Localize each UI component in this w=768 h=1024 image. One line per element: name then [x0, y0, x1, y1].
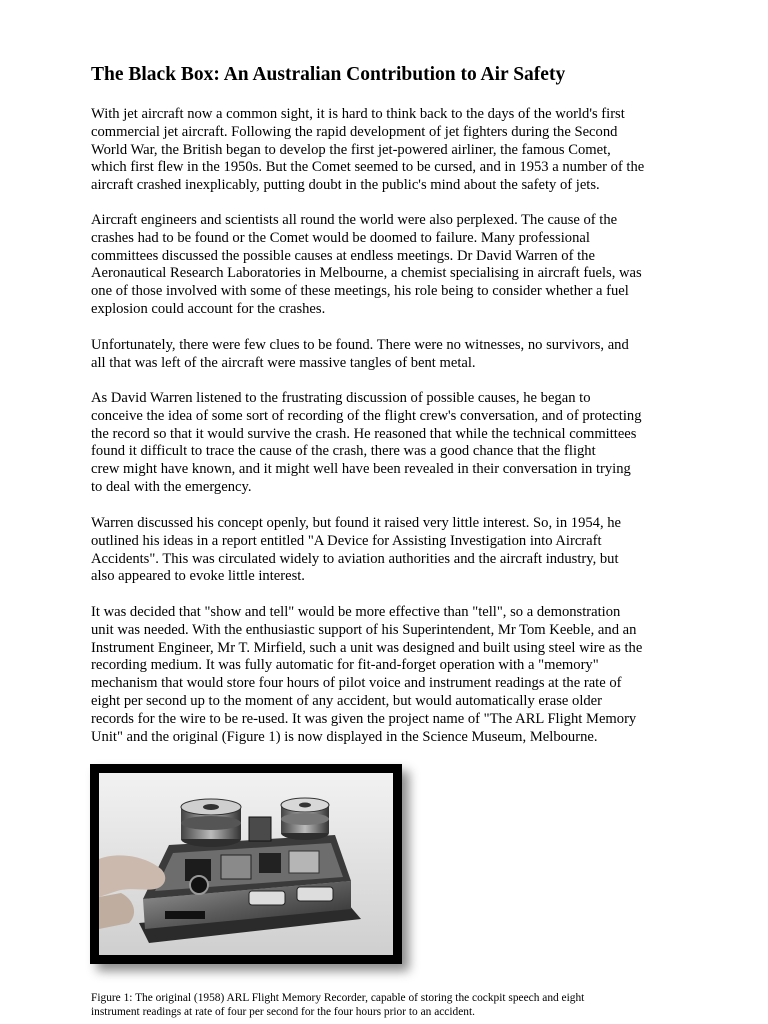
text-line: also appeared to evoke little interest.	[91, 568, 305, 585]
text-line: With jet aircraft now a common sight, it is hard to think back to the days of the world's first	[91, 106, 625, 122]
text-line: Warren discussed his concept openly, but found it raised very little interest. So, in 1954, he	[91, 515, 622, 531]
text-line: found it difficult to trace the cause of the crash, there was a good chance that the flight	[91, 443, 596, 460]
text-line: Unfortunately, there were few clues to be found. There were no witnesses, no survivors, and	[91, 337, 629, 353]
text-line: one of those involved with some of these meetings, his role being to consider whether a fuel	[91, 283, 629, 300]
text-line: committees discussed the possible causes at endless meetings. Dr David Warren of the	[91, 247, 595, 264]
text-line: Instrument Engineer, Mr T. Mirfield, such a unit was designed and built using steel wire as the	[91, 639, 643, 656]
text-line: As David Warren listened to the frustrating discussion of possible causes, he began to	[91, 390, 591, 406]
text-line: to deal with the emergency.	[91, 478, 252, 495]
text-line: Unit" and the original (Figure 1) is now displayed in the Science Museum, Melbourne.	[91, 728, 598, 745]
caption-line: Figure 1: The original (1958) ARL Flight Memory Recorder, capable of storing the cockpit speech and eight	[91, 992, 585, 1004]
paragraph-few-clues	[91, 337, 691, 373]
text-line: Aircraft engineers and scientists all round the world were also perplexed. The cause of the	[91, 212, 618, 228]
text-line: crashes had to be found or the Comet would be doomed to failure. Many professional	[91, 229, 590, 246]
text-line: all that was left of the aircraft were massive tangles of bent metal.	[91, 354, 476, 371]
paragraph-warren-idea	[91, 390, 691, 497]
text-line: crew might have known, and it might well have been revealed in their conversation in trying	[91, 461, 631, 478]
text-line: recording medium. It was fully automatic for fit-and-forget operation with a "memory"	[91, 657, 599, 674]
text-line: World War, the British began to develop the first jet-powered airliner, the famous Comet,	[91, 141, 611, 158]
document-title: The Black Box: An Australian Contribution to Air Safety	[91, 64, 566, 85]
text-line: Aeronautical Research Laboratories in Melbourne, a chemist specialising in aircraft fuels, was	[91, 265, 642, 282]
text-line: It was decided that "show and tell" would be more effective than "tell", so a demonstration	[91, 604, 621, 620]
text-line: mechanism that would store four hours of pilot voice and instrument readings at the rate of	[91, 675, 622, 692]
text-line: explosion could account for the crashes.	[91, 300, 326, 317]
text-line: commercial jet aircraft. Following the rapid development of jet fighters during the Second	[91, 123, 618, 140]
text-line: aircraft crashed inexplicably, putting doubt in the public's mind about the safety of jets.	[91, 177, 600, 194]
text-line: records for the wire to be re-used. It was given the project name of "The ARL Flight Memory	[91, 710, 637, 727]
text-line: eight per second up to the moment of any accident, but would automatically erase older	[91, 692, 603, 709]
text-line: Accidents". This was circulated widely to aviation authorities and the aircraft industry, but	[91, 550, 619, 567]
text-line: outlined his ideas in a report entitled "A Device for Assisting Investigation into Aircraft	[91, 532, 602, 549]
text-line: conceive the idea of some sort of recording of the flight crew's conversation, and of protecting	[91, 407, 642, 424]
text-line: unit was needed. With the enthusiastic support of his Superintendent, Mr Tom Keeble, and an	[91, 621, 637, 638]
figure-caption	[91, 991, 691, 1019]
flight-memory-recorder-photo	[90, 764, 402, 964]
paragraph-demonstration-unit	[91, 604, 691, 746]
text-line: the record so that it would survive the crash. He reasoned that while the technical committees	[91, 425, 637, 442]
text-line: which first flew in the 1950s. But the Comet seemed to be cursed, and in 1953 a number of the	[91, 159, 645, 176]
paragraph-engineers-perplexed	[91, 212, 691, 319]
caption-line: instrument readings at rate of four per second for the four hours prior to an accident.	[91, 1006, 475, 1018]
paragraph-comet-intro	[91, 106, 691, 195]
recorder-photo-illustration	[99, 773, 393, 955]
paragraph-report-1954	[91, 515, 691, 586]
